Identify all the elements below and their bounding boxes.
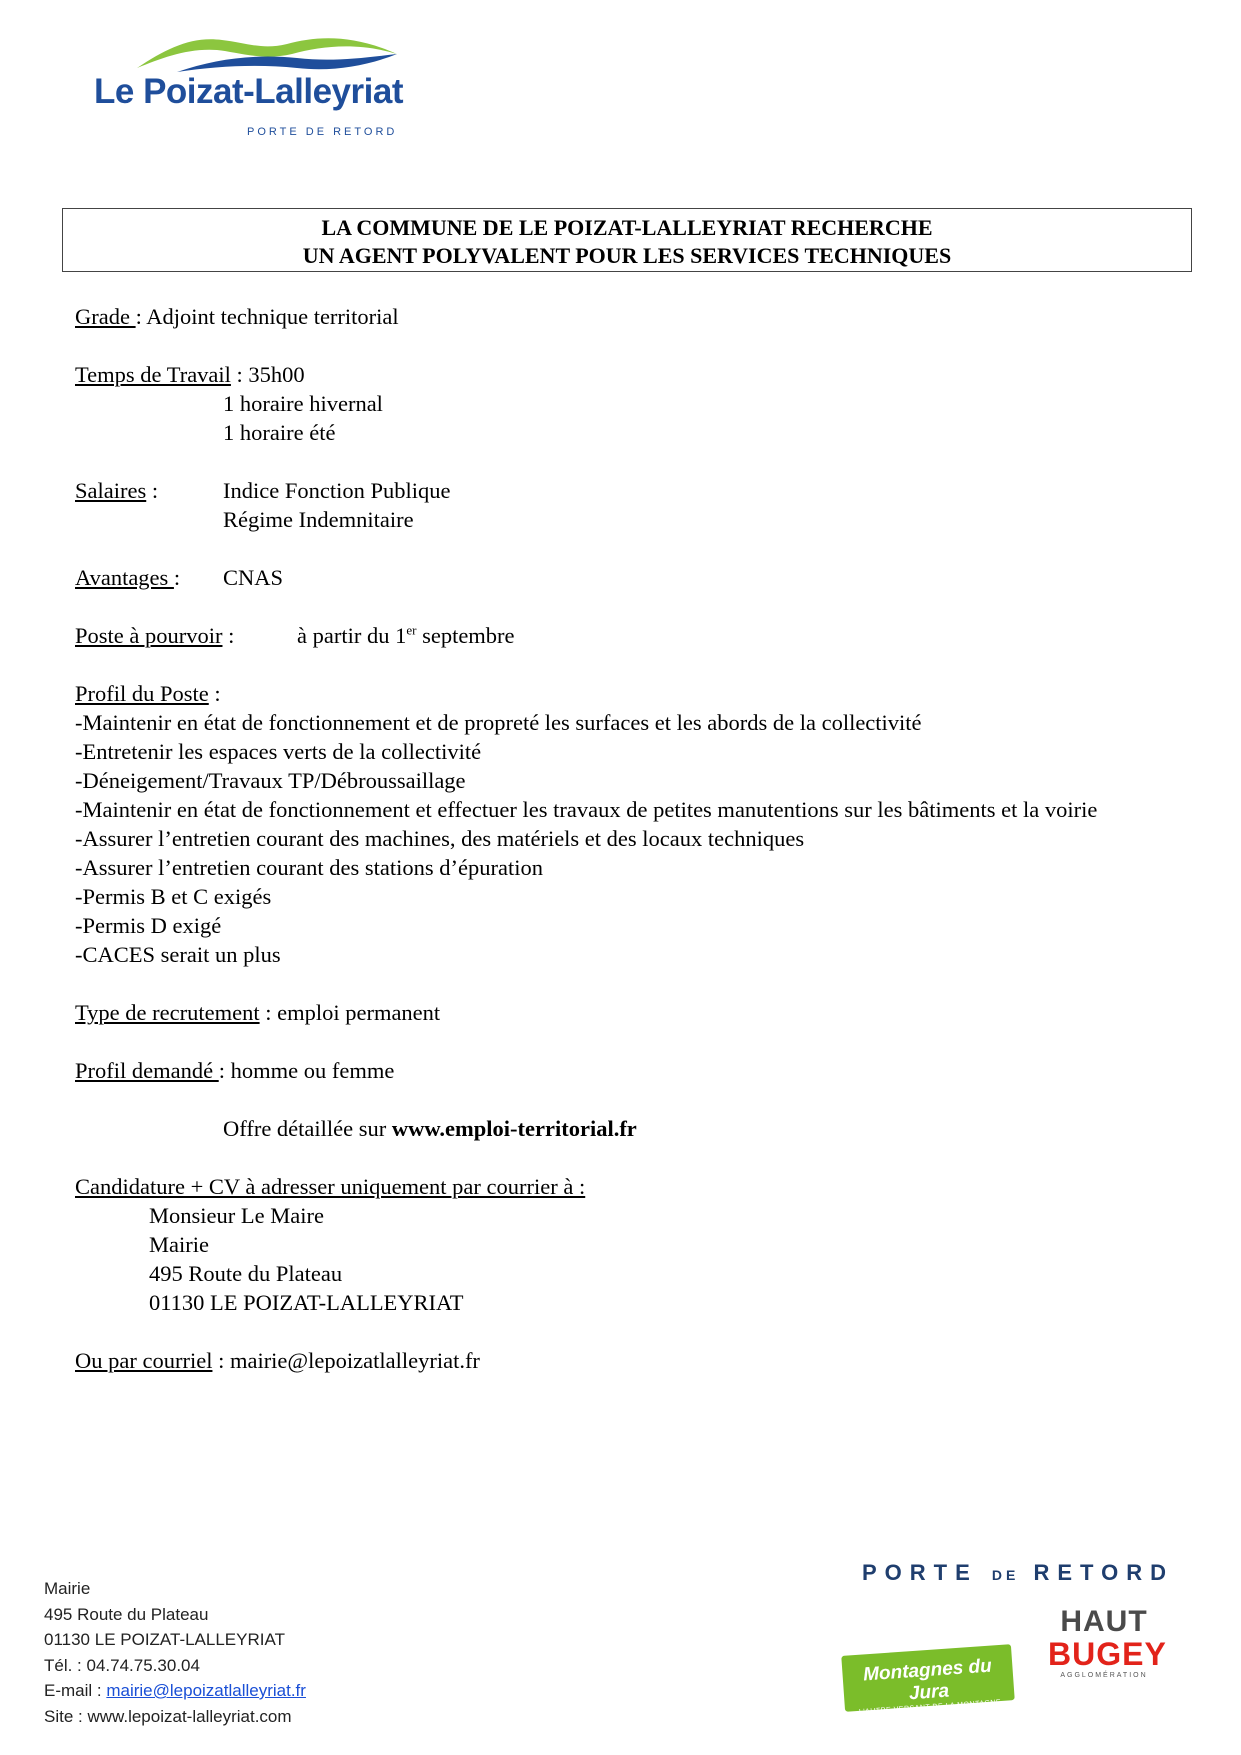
montagnes-du-jura-logo: Montagnes du Jura L'AUTRE VERSANT DE LA MONTAGNE	[841, 1644, 1014, 1712]
poste-label: Poste à pourvoir	[75, 623, 223, 648]
address-line: 01130 LE POIZAT-LALLEYRIAT	[149, 1290, 464, 1315]
address-line: Mairie	[149, 1232, 209, 1257]
list-item: -Entretenir les espaces verts de la collectivité	[75, 739, 482, 764]
address-line: 495 Route du Plateau	[149, 1261, 343, 1286]
avantages-sep: :	[173, 565, 181, 590]
courriel-value: : mairie@lepoizatlalleyriat.fr	[212, 1348, 480, 1373]
footer-line: 01130 LE POIZAT-LALLEYRIAT	[44, 1630, 285, 1649]
avantages-label: Avantages	[75, 565, 174, 590]
footer-line: Mairie	[44, 1579, 91, 1598]
logo-subtitle: PORTE DE RETORD	[247, 126, 398, 138]
salaires-sep: :	[146, 478, 159, 503]
temps-line: 1 horaire hivernal	[223, 391, 383, 416]
type-recrutement-label: Type de recrutement	[75, 1000, 260, 1025]
temps-value: : 35h00	[230, 362, 305, 387]
title-line-1: LA COMMUNE DE LE POIZAT-LALLEYRIAT RECHERCHE	[321, 215, 933, 240]
title-line-2: UN AGENT POLYVALENT POUR LES SERVICES TECHNIQUES	[302, 243, 952, 268]
profil-poste-sep: :	[208, 681, 221, 706]
profil-demande-row	[75, 1056, 1181, 1085]
list-item: -Assurer l’entretien courant des machines, des matériels et des locaux techniques	[75, 826, 805, 851]
list-item: -Déneigement/Travaux TP/Débroussaillage	[75, 768, 466, 793]
footer-email-line: E-mail : mairie@lepoizatlalleyriat.fr	[44, 1681, 306, 1700]
list-item: -Maintenir en état de fonctionnement et effectuer les travaux de petites manutentions sur les bâtiments et la voirie	[75, 797, 1098, 822]
commune-logo	[92, 28, 403, 146]
list-item: -CACES serait un plus	[75, 942, 281, 967]
job-offer-body	[75, 302, 1181, 1375]
profil-poste-row	[75, 679, 1181, 708]
footer-line: 495 Route du Plateau	[44, 1604, 209, 1624]
temps-label: Temps de Travail	[75, 362, 231, 387]
salaires-line: Régime Indemnitaire	[223, 507, 414, 532]
offre-row	[75, 1114, 1181, 1143]
courriel-row	[75, 1346, 1181, 1375]
salaires-row	[75, 476, 1181, 505]
footer-address	[44, 1576, 306, 1729]
candidature-label: Candidature + CV à adresser uniquement par courrier à :	[75, 1174, 586, 1199]
list-item: -Permis D exigé	[75, 913, 222, 938]
haut-bugey-logo: HAUT BUGEY AGGLOMÉRATION	[1048, 1605, 1167, 1679]
address-line: Monsieur Le Maire	[149, 1203, 324, 1228]
grade-row	[75, 302, 1181, 331]
porte-de-retord-logo: PORTE DE RETORD	[862, 1560, 1174, 1585]
offre-url[interactable]: www.emploi-territorial.fr	[391, 1116, 637, 1141]
footer-email-link[interactable]: mairie@lepoizatlalleyriat.fr	[106, 1681, 306, 1700]
poste-value: à partir du 1er septembre	[297, 622, 515, 648]
hills-logo-icon	[137, 28, 397, 74]
offre-prefix: Offre détaillée sur	[223, 1116, 392, 1141]
courriel-label: Ou par courriel	[75, 1348, 213, 1373]
logo-name: Le Poizat-Lalleyriat	[94, 72, 403, 111]
list-item: -Assurer l’entretien courant des stations d’épuration	[75, 855, 543, 880]
type-recrutement-row	[75, 998, 1181, 1027]
list-item: -Maintenir en état de fonctionnement et de propreté les surfaces et les abords de la collectivité	[75, 710, 922, 735]
profil-poste-label: Profil du Poste	[75, 681, 209, 706]
candidature-row	[75, 1172, 1181, 1201]
title-box	[62, 208, 1192, 272]
salaires-label: Salaires	[75, 478, 147, 503]
footer-site: Site : www.lepoizat-lalleyriat.com	[44, 1706, 292, 1726]
temps-line: 1 horaire été	[223, 420, 336, 445]
poste-row	[75, 621, 1181, 650]
grade-value: : Adjoint technique territorial	[135, 304, 399, 329]
poste-sep: :	[222, 623, 235, 648]
avantages-row	[75, 563, 1181, 592]
avantages-value: CNAS	[223, 565, 284, 590]
profil-demande-value: : homme ou femme	[218, 1058, 395, 1083]
temps-row	[75, 360, 1181, 389]
list-item: -Permis B et C exigés	[75, 884, 272, 909]
grade-label: Grade	[75, 304, 136, 329]
salaires-line: Indice Fonction Publique	[223, 478, 451, 503]
footer-line: Tél. : 04.74.75.30.04	[44, 1655, 200, 1675]
type-recrutement-value: : emploi permanent	[259, 1000, 441, 1025]
profil-demande-label: Profil demandé	[75, 1058, 219, 1083]
